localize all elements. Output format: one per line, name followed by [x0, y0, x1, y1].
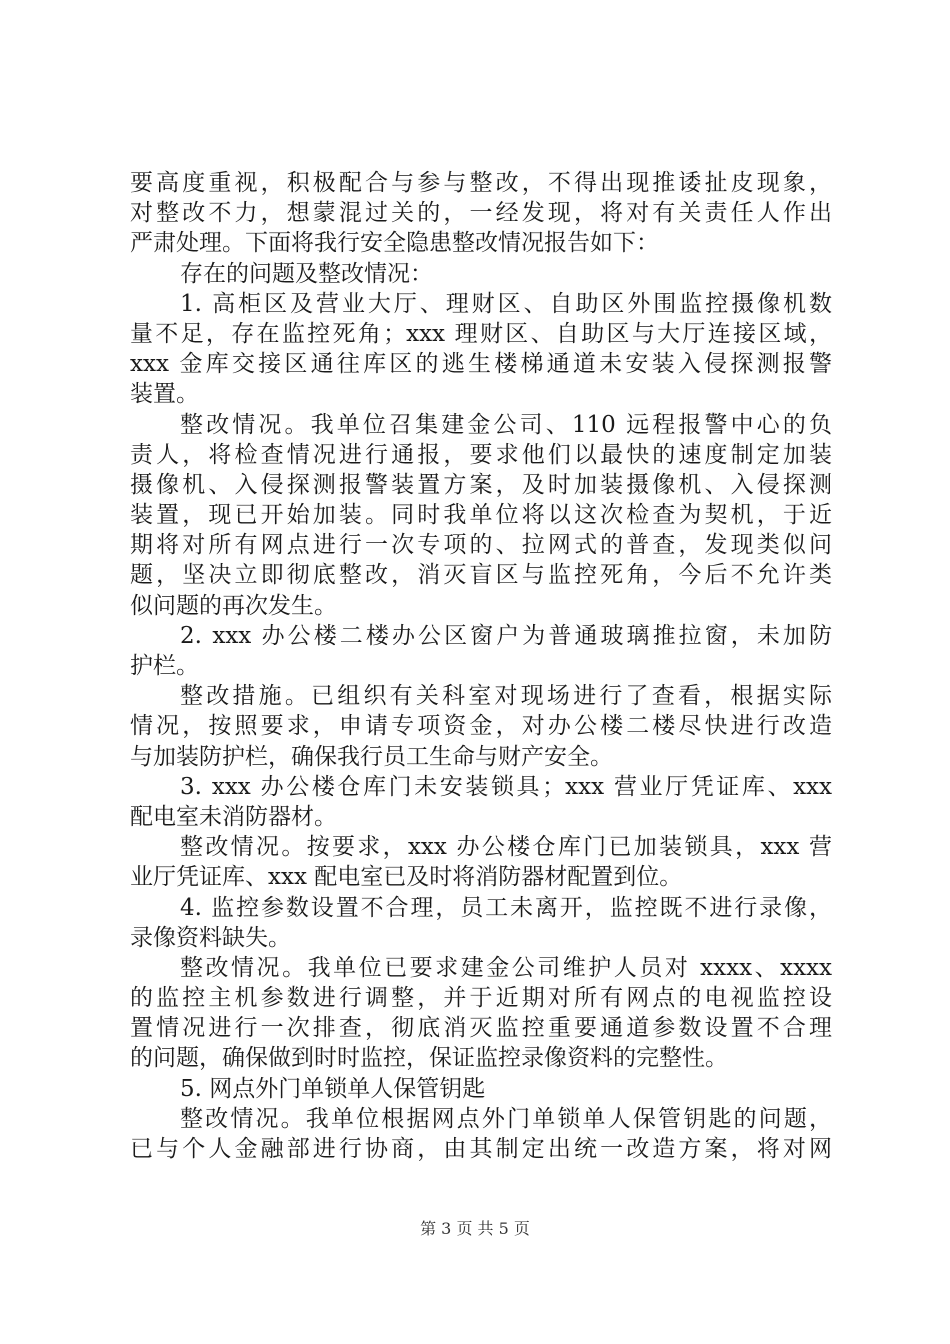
body-line: 整改情况。我单位召集建金公司、110 远程报警中心的负	[180, 411, 832, 438]
body-line: 1. 高柜区及营业大厅、理财区、自助区外围监控摄像机数	[180, 290, 832, 317]
body-line: xxx 金库交接区通往库区的逃生楼梯通道未安装入侵探测报警	[130, 351, 832, 378]
body-line: 整改情况。我单位已要求建金公司维护人员对 xxxx、xxxx	[180, 954, 832, 981]
body-line: 严肃处理。下面将我行安全隐患整改情况报告如下：	[130, 230, 659, 257]
body-line: 的问题，确保做到时时监控，保证监控录像资料的完整性。	[130, 1045, 728, 1072]
body-line: 3. xxx 办公楼仓库门未安装锁具；xxx 营业厅凭证库、xxx	[180, 773, 832, 800]
body-line: 已与个人金融部进行协商，由其制定出统一改造方案，将对网	[130, 1136, 832, 1162]
body-line: 责人，将检查情况进行通报，要求他们以最快的速度制定加装	[130, 441, 832, 468]
body-line: 录像资料缺失。	[130, 924, 291, 951]
body-line: 摄像机、入侵探测报警装置方案，及时加装摄像机、入侵探测	[130, 471, 832, 498]
body-line: 护栏。	[130, 653, 199, 679]
body-line: 配电室未消防器材。	[130, 803, 337, 830]
body-line: 整改情况。我单位根据网点外门单锁单人保管钥匙的问题，	[180, 1105, 832, 1132]
body-line: 5. 网点外门单锁单人保管钥匙	[180, 1075, 486, 1102]
body-line: 对整改不力，想蒙混过关的，一经发现，将对有关责任人作出	[130, 200, 832, 227]
body-line: 情况，按照要求，申请专项资金，对办公楼二楼尽快进行改造	[130, 713, 832, 740]
body-line: 4. 监控参数设置不合理，员工未离开，监控既不进行录像，	[180, 894, 832, 921]
section-heading: 存在的问题及整改情况：	[180, 260, 433, 287]
body-line: 量不足，存在监控死角；xxx 理财区、自助区与大厅连接区域，	[130, 320, 832, 347]
body-line: 整改情况。按要求，xxx 办公楼仓库门已加装锁具，xxx 营	[180, 834, 832, 861]
document-body	[130, 168, 832, 1164]
body-line: 题，坚决立即彻底整改，消灭盲区与监控死角，今后不允许类	[130, 562, 832, 589]
body-line: 装置，现已开始加装。同时我单位将以这次检查为契机，于近	[130, 502, 832, 529]
body-line: 要高度重视，积极配合与参与整改，不得出现推诿扯皮现象，	[130, 170, 832, 196]
body-line: 装置。	[130, 381, 199, 408]
body-line: 业厅凭证库、xxx 配电室已及时将消防器材配置到位。	[130, 864, 683, 891]
page-number: 第 3 页 共 5 页	[420, 1219, 530, 1238]
body-line: 似问题的再次发生。	[130, 592, 337, 619]
body-line: 期将对所有网点进行一次专项的、拉网式的普查，发现类似问	[130, 532, 832, 559]
body-line: 与加装防护栏，确保我行员工生命与财产安全。	[130, 743, 613, 770]
body-line: 整改措施。已组织有关科室对现场进行了查看，根据实际	[180, 683, 832, 710]
body-line: 的监控主机参数进行调整，并于近期对所有网点的电视监控设	[130, 985, 832, 1012]
body-line: 2. xxx 办公楼二楼办公区窗户为普通玻璃推拉窗，未加防	[180, 622, 832, 649]
body-line: 置情况进行一次排查，彻底消灭监控重要通道参数设置不合理	[130, 1015, 832, 1042]
